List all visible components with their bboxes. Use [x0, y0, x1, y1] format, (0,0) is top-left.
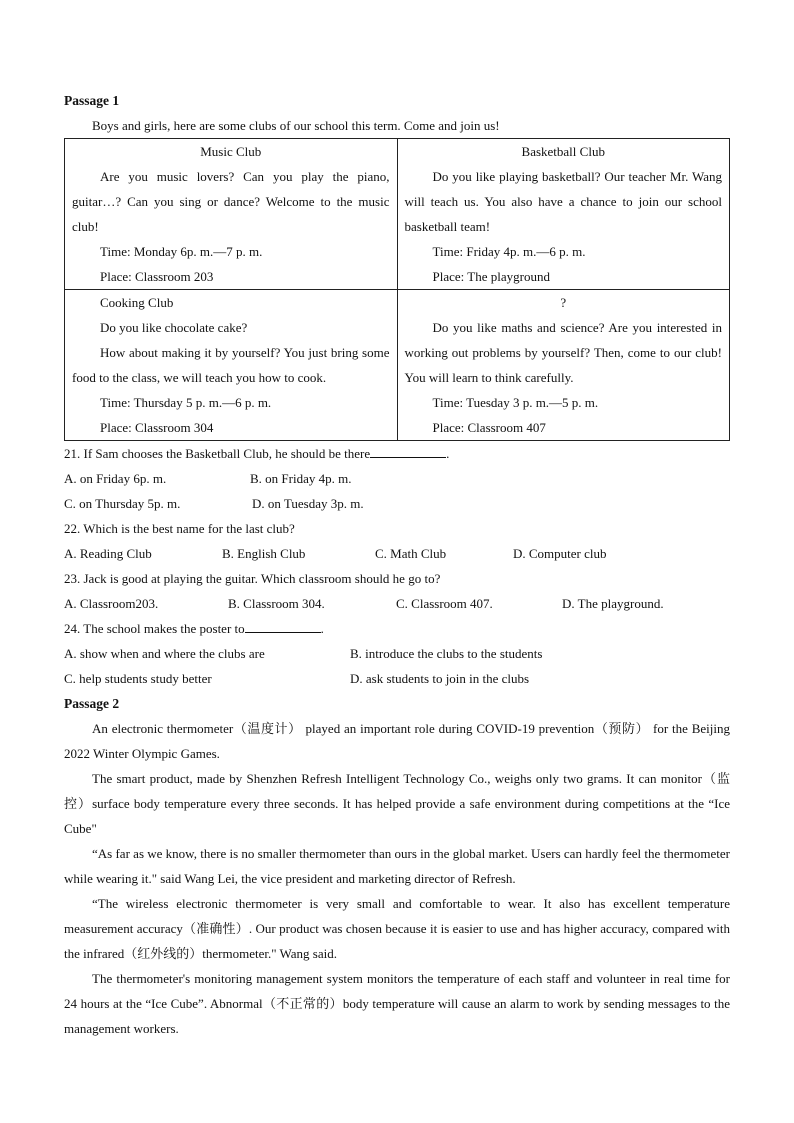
answer-blank[interactable]	[245, 618, 321, 633]
club-name: Music Club	[200, 144, 262, 159]
option-c[interactable]: C. help students study better	[64, 671, 212, 686]
club-cell-cooking	[65, 290, 398, 441]
option-b[interactable]: B. Classroom 304.	[228, 596, 325, 611]
question-end: .	[320, 621, 324, 636]
option-d[interactable]: D. on Tuesday 3p. m.	[252, 496, 364, 511]
club-description: Are you music lovers? Can you play the piano, guitar…? Can you sing or dance? Welcome to the music club!	[72, 169, 390, 234]
club-place: Place: Classroom 304	[100, 420, 214, 435]
club-time: Time: Thursday 5 p. m.—6 p. m.	[100, 395, 272, 410]
option-c[interactable]: C. on Thursday 5p. m.	[64, 496, 181, 511]
option-a[interactable]: A. on Friday 6p. m.	[64, 471, 167, 486]
clubs-table	[64, 138, 730, 441]
options-23	[64, 591, 730, 616]
passage2-title: Passage 2	[64, 696, 120, 711]
question-23: 23. Jack is good at playing the guitar. Which classroom should he go to?	[64, 571, 441, 586]
passage1-title: Passage 1	[64, 93, 120, 108]
answer-blank[interactable]	[370, 443, 446, 458]
passage1-intro: Boys and girls, here are some clubs of our school this term. Come and join us!	[92, 118, 500, 133]
option-c[interactable]: C. Classroom 407.	[396, 596, 493, 611]
options-22	[64, 541, 730, 566]
club-description: How about making it by yourself? You just bring some food to the class, we will teach you how to cook.	[72, 345, 390, 385]
club-time: Time: Monday 6p. m.—7 p. m.	[100, 244, 263, 259]
passage2-paragraph: “As far as we know, there is no smaller thermometer than ours in the global market. Users can hardly feel the thermometer while wearing it." said Wang Lei, the vice president and marketing director of Refresh.	[64, 846, 730, 886]
option-a[interactable]: A. show when and where the clubs are	[64, 646, 265, 661]
club-description: Do you like playing basketball? Our teacher Mr. Wang will teach us. You also have a chance to join our school basketball team!	[404, 169, 722, 234]
question-end: .	[446, 446, 450, 461]
passage2-paragraph: “The wireless electronic thermometer is very small and comfortable to wear. It also has excellent temperature measurement accuracy（准确性）. Our product was chosen because it is easier to use and has higher accuracy, compared with the infrared（红外线的）thermometer." Wang said.	[64, 896, 730, 961]
options-21-row1	[64, 466, 730, 491]
club-time: Time: Friday 4p. m.—6 p. m.	[432, 244, 586, 259]
club-time: Time: Tuesday 3 p. m.—5 p. m.	[432, 395, 599, 410]
question-24	[64, 616, 730, 641]
question-22: 22. Which is the best name for the last club?	[64, 521, 295, 536]
option-d[interactable]: D. ask students to join in the clubs	[350, 671, 530, 686]
options-21-row2	[64, 491, 730, 516]
passage2-paragraph: The thermometer's monitoring management system monitors the temperature of each staff and volunteer in real time for 24 hours at the “Ice Cube”. Abnormal（不正常的）body temperature will cause an alarm to work by sending messages to the management workers.	[64, 971, 730, 1036]
option-b[interactable]: B. English Club	[222, 546, 306, 561]
club-cell-basketball	[397, 139, 730, 290]
club-cell-unknown	[397, 290, 730, 441]
passage2-paragraph: An electronic thermometer（温度计） played an important role during COVID-19 prevention（预防） for the Beijing 2022 Winter Olympic Games.	[64, 721, 730, 761]
options-24-row2	[64, 666, 730, 691]
question-21	[64, 441, 730, 466]
option-d[interactable]: D. Computer club	[513, 546, 607, 561]
option-d[interactable]: D. The playground.	[562, 596, 664, 611]
question-stem: 24. The school makes the poster to	[64, 621, 245, 636]
club-name: Cooking Club	[100, 295, 174, 310]
club-name: ?	[560, 295, 567, 310]
club-place: Place: The playground	[432, 269, 550, 284]
document-page	[64, 88, 730, 1041]
options-24-row1	[64, 641, 730, 666]
question-stem: 21. If Sam chooses the Basketball Club, he should be there	[64, 446, 371, 461]
club-place: Place: Classroom 203	[100, 269, 214, 284]
option-b[interactable]: B. introduce the clubs to the students	[350, 646, 543, 661]
club-description: Do you like maths and science? Are you interested in working out problems by yourself? Then, come to our club! You will learn to think carefully.	[404, 320, 722, 385]
option-a[interactable]: A. Classroom203.	[64, 596, 159, 611]
option-b[interactable]: B. on Friday 4p. m.	[250, 471, 352, 486]
club-cell-music	[65, 139, 398, 290]
option-c[interactable]: C. Math Club	[375, 546, 447, 561]
club-place: Place: Classroom 407	[432, 420, 546, 435]
club-description: Do you like chocolate cake?	[100, 320, 248, 335]
option-a[interactable]: A. Reading Club	[64, 546, 152, 561]
passage2-paragraph: The smart product, made by Shenzhen Refresh Intelligent Technology Co., weighs only two grams. It can monitor（监控）surface body temperature every three seconds. It has helped provide a safe environment during competitions at the “Ice Cube"	[64, 771, 730, 836]
club-name: Basketball Club	[521, 144, 605, 159]
